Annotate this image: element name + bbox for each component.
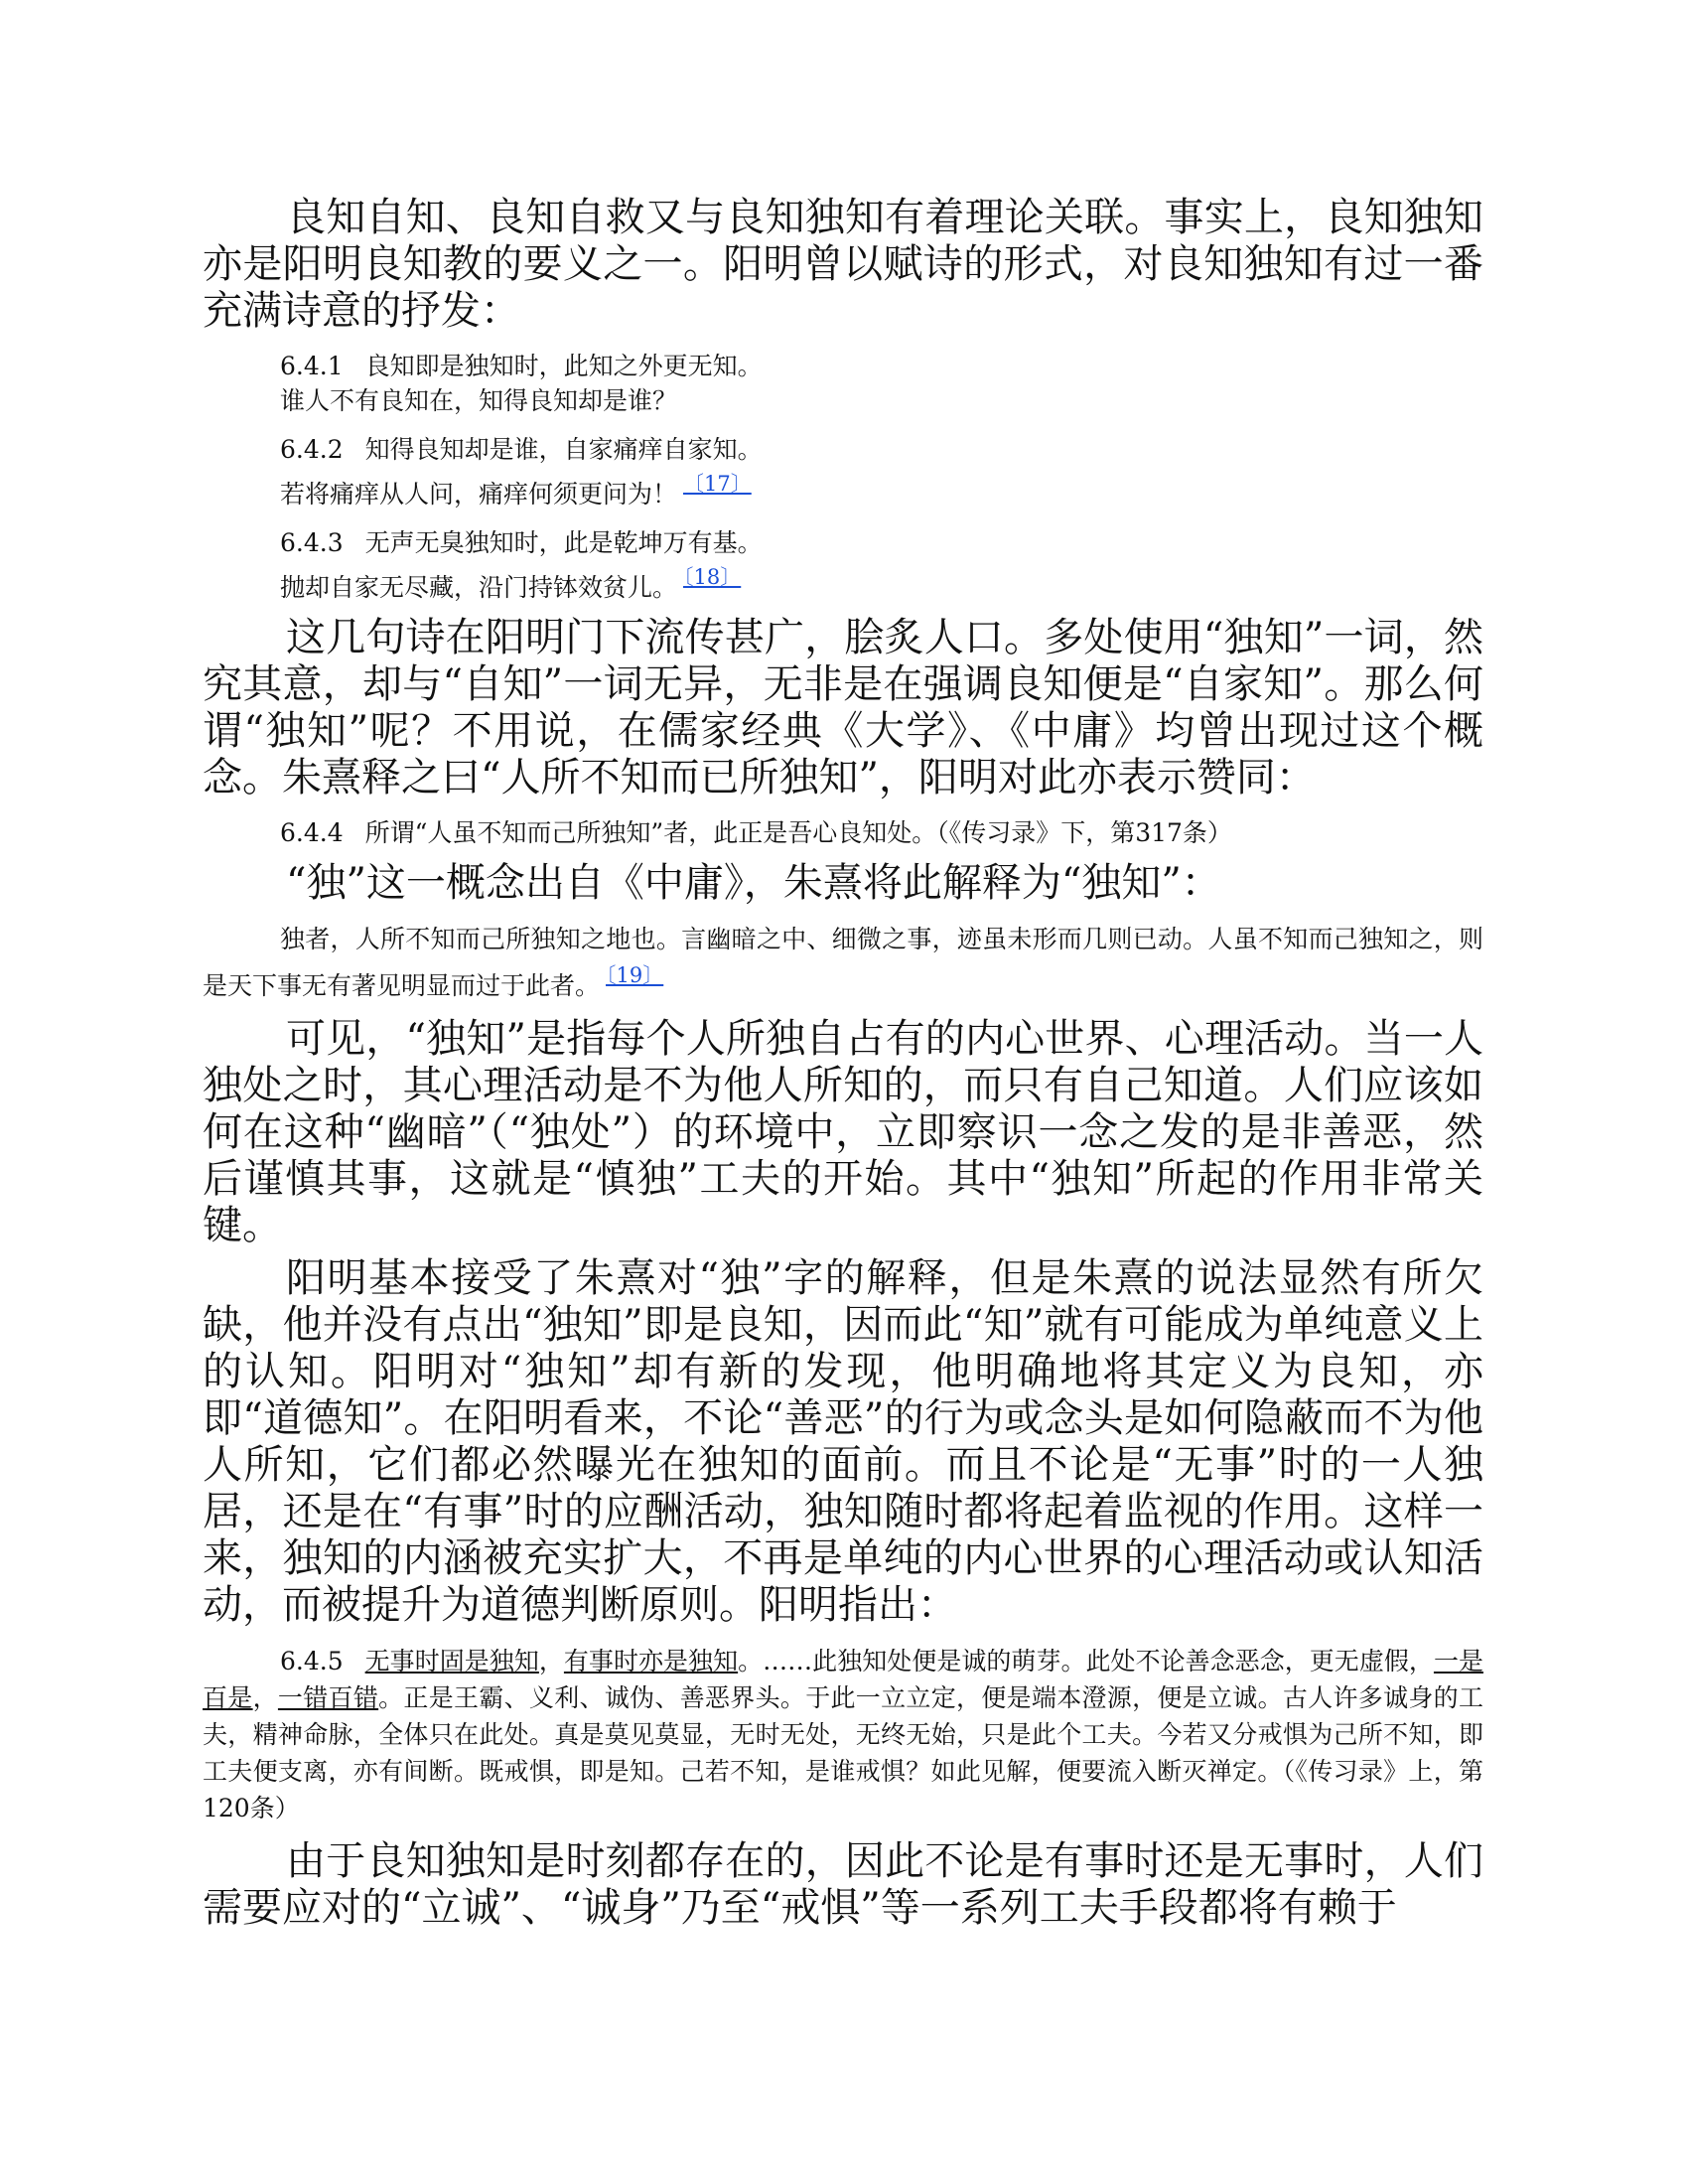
quote-line <box>280 467 1483 511</box>
quote-number: 6.4.4 <box>280 818 344 847</box>
underlined-phrase: 一错百错 <box>277 1683 379 1712</box>
quote-text: 若将痛痒从人问，痛痒何须更问为！ <box>280 480 678 509</box>
paragraph-4: 可见，“独知”是指每个人所独自占有的内心世界、心理活动。当一人独处之时，其心理活动是不为他人所知的，而只有自己知道。人们应该如何在这种“幽暗”（“独处”）的环境中，立即察识一念之发的是非善恶，然后谨慎其事，这就是“慎独”工夫的开始。其中“独知”所起的作用非常关键。 <box>203 1016 1483 1248</box>
quote-text: 。正是王霸、义利、诚伪、善恶界头。于此一立立定，便是端本澄源，便是立诚。古人许多诚身的工夫，精神命脉，全体只在此处。真是莫见莫显，无时无处，无终无始，只是此个工夫。今若又分戒惧为己所不知，即工夫便支离，亦有间断。既戒惧，即是知。己若不知，是谁戒惧？如此见解，便要流入断灭禅定。（《传习录》上，第120条） <box>203 1683 1483 1822</box>
quote-text: 知得良知却是谁，自家痛痒自家知。 <box>364 435 763 464</box>
quote-line <box>280 815 1483 850</box>
quote-line <box>280 349 1483 383</box>
quote-text: 独者，人所不知而己所独知之地也。言幽暗之中、细微之事，迹虽未形而几则已动。人虽不知而己独知之，则是天下事无有著见明显而过于此者。 <box>203 925 1483 1000</box>
quote-text: ， <box>538 1647 564 1675</box>
footnote-link-17[interactable]: 〔17〕 <box>683 472 752 496</box>
paragraph-5: 阳明基本接受了朱熹对“独”字的解释，但是朱熹的说法显然有所欠缺，他并没有点出“独知”即是良知，因而此“知”就有可能成为单纯意义上的认知。阳明对“独知”却有新的发现，他明确地将其定义为良知，亦即“道德知”。在阳明看来，不论“善恶”的行为或念头是如何隐蔽而不为他人所知，它们都必然曝光在独知的面前。而且不论是“无事”时的一人独居，还是在“有事”时的应酬活动，独知随时都将起着监视的作用。这样一来，独知的内涵被充实扩大，不再是单纯的内心世界的心理活动或认知活动，而被提升为道德判断原则。阳明指出： <box>203 1255 1483 1628</box>
paragraph-1: 良知自知、良知自救又与良知独知有着理论关联。事实上，良知独知亦是阳明良知教的要义之一。阳明曾以赋诗的形式，对良知独知有过一番充满诗意的抒发： <box>203 195 1483 334</box>
quote-line <box>280 560 1483 605</box>
quote-text: 抛却自家无尽藏，沿门持钵效贫儿。 <box>280 573 678 602</box>
underlined-phrase: 有事时亦是独知 <box>563 1647 739 1675</box>
document-page <box>203 195 1483 1932</box>
paragraph-2: 这几句诗在阳明门下流传甚广，脍炙人口。多处使用“独知”一词，然究其意，却与“自知”一词无异，无非是在强调良知便是“自家知”。那么何谓“独知”呢？不用说，在儒家经典《大学》、《中庸》均曾出现过这个概念。朱熹释之曰“人所不知而已所独知”，阳明对此亦表示赞同： <box>203 615 1483 801</box>
quote-6-4-5 <box>203 1643 1483 1826</box>
quote-6-4-1 <box>203 349 1483 418</box>
quote-text: ， <box>252 1683 278 1712</box>
quote-number: 6.4.2 <box>280 435 344 464</box>
underlined-phrase: 一是百是 <box>203 1647 1483 1712</box>
quote-text: 良知即是独知时，此知之外更无知。 <box>364 352 763 380</box>
paragraph-6: 由于良知独知是时刻都存在的，因此不论是有事时还是无事时，人们需要应对的“立诚”、“诚身”乃至“戒惧”等一系列工夫手段都将有赖于 <box>203 1838 1483 1931</box>
quote-6-4-2 <box>203 432 1483 511</box>
quote-line <box>280 525 1483 560</box>
footnote-link-18[interactable]: 〔18〕 <box>683 565 742 589</box>
quote-line <box>280 432 1483 467</box>
quote-text: 。……此独知处便是诚的萌芽。此处不论善念恶念，更无虚假， <box>738 1647 1434 1675</box>
quote-text: 无声无臭独知时，此是乾坤万有基。 <box>364 528 763 557</box>
quote-line: 谁人不有良知在，知得良知却是谁？ <box>280 386 678 415</box>
quote-text: 所谓“人虽不知而己所独知”者，此正是吾心良知处。（《传习录》下，第317条） <box>364 818 1232 847</box>
quote-number: 6.4.5 <box>280 1647 344 1675</box>
quote-number: 6.4.3 <box>280 528 344 557</box>
quote-zhuxi <box>203 921 1483 1004</box>
paragraph-3: “独”这一概念出自《中庸》，朱熹将此解释为“独知”： <box>286 860 1221 906</box>
underlined-phrase: 无事时固是独知 <box>364 1647 539 1675</box>
quote-6-4-4 <box>203 815 1483 850</box>
quote-number: 6.4.1 <box>280 352 344 380</box>
footnote-link-19[interactable]: 〔19〕 <box>606 963 664 987</box>
quote-6-4-3 <box>203 525 1483 605</box>
